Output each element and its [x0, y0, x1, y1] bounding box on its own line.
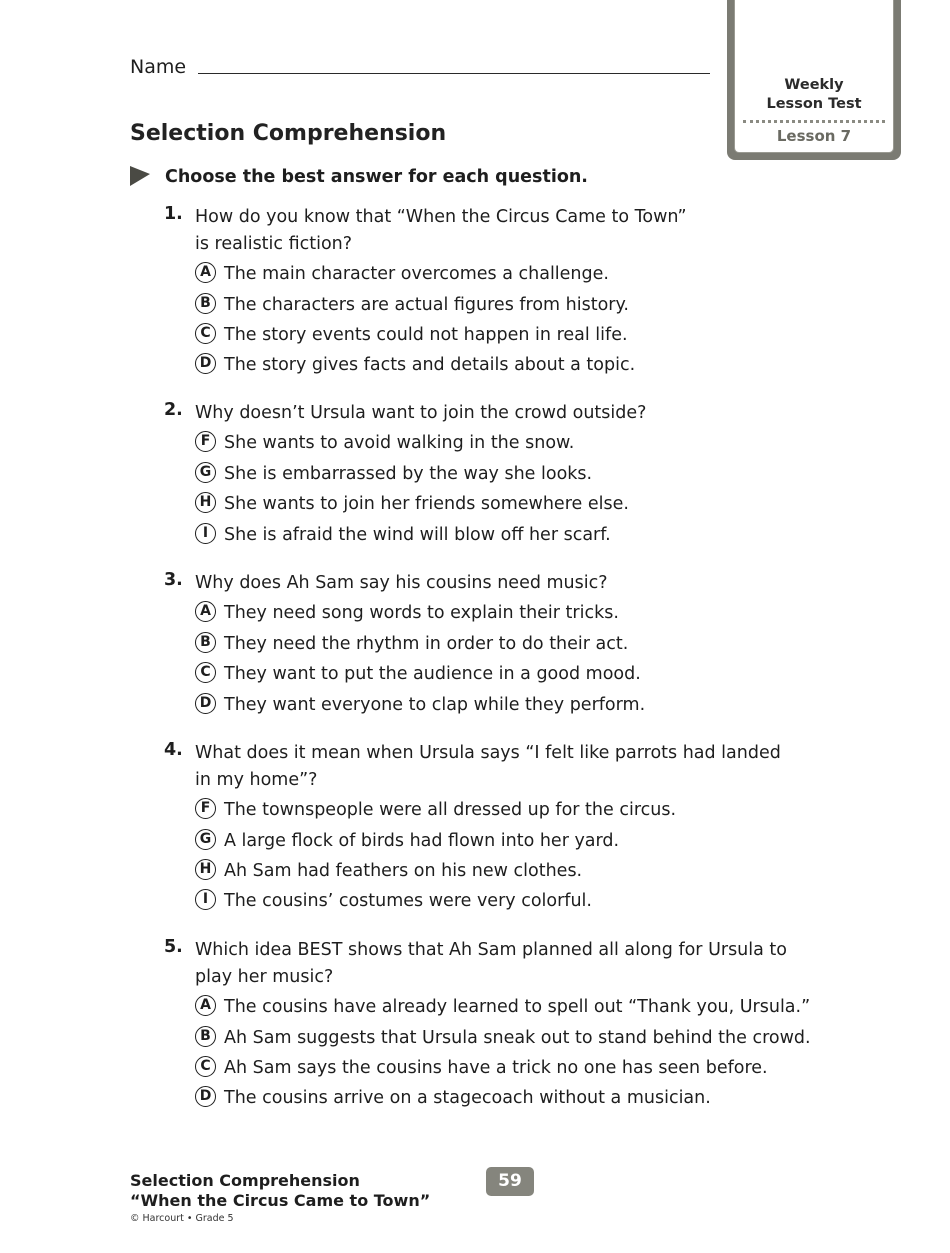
answer-bubble[interactable]: F [195, 431, 216, 452]
option-text: She is afraid the wind will blow off her scarf. [224, 525, 611, 545]
section-title: Selection Comprehension [130, 121, 447, 146]
question-3 [164, 570, 804, 720]
tab-panel [734, 0, 894, 153]
answer-bubble[interactable]: B [195, 632, 216, 653]
answer-bubble[interactable]: F [195, 798, 216, 819]
option-text: They need the rhythm in order to do their act. [224, 634, 629, 654]
question-number: 1. [164, 204, 183, 224]
option-text: They want everyone to clap while they perform. [224, 695, 646, 715]
footer-title-line2: “When the Circus Came to Town” [130, 1191, 431, 1210]
answer-bubble[interactable]: G [195, 829, 216, 850]
answer-bubble[interactable]: I [195, 889, 216, 910]
answer-bubble[interactable]: A [195, 262, 216, 283]
option-text: She wants to join her friends somewhere else. [224, 494, 629, 514]
answer-bubble[interactable]: B [195, 1026, 216, 1047]
option-text: The cousins arrive on a stagecoach without a musician. [224, 1088, 711, 1108]
answer-bubble[interactable]: A [195, 995, 216, 1016]
option-text: Ah Sam suggests that Ursula sneak out to stand behind the crowd. [224, 1028, 811, 1048]
option-text: The characters are actual figures from history. [224, 295, 629, 315]
option-text: The townspeople were all dressed up for the circus. [224, 800, 677, 820]
option-text: She wants to avoid walking in the snow. [224, 433, 575, 453]
question-number: 5. [164, 937, 183, 957]
answer-bubble[interactable]: B [195, 293, 216, 314]
option-text: She is embarrassed by the way she looks. [224, 464, 593, 484]
question-number: 3. [164, 570, 183, 590]
question-2 [164, 400, 804, 550]
question-1 [164, 204, 804, 384]
page-number-badge: 59 [486, 1167, 534, 1196]
name-write-line[interactable] [198, 73, 710, 74]
option-text: The main character overcomes a challenge. [224, 264, 609, 284]
answer-bubble[interactable]: H [195, 859, 216, 880]
question-5 [164, 937, 811, 1117]
option-text: The cousins’ costumes were very colorful. [224, 891, 592, 911]
answer-bubble[interactable]: D [195, 353, 216, 374]
footer-title [130, 1171, 430, 1211]
answer-bubble[interactable]: C [195, 662, 216, 683]
question-text: What does it mean when Ursula says “I felt like parrots had landed in my home”? [195, 743, 781, 790]
option-text: The cousins have already learned to spell out “Thank you, Ursula.” [224, 997, 811, 1017]
tab-title-line1: Weekly [784, 77, 844, 93]
option-text: Ah Sam says the cousins have a trick no one has seen before. [224, 1058, 768, 1078]
instructions-text: Choose the best answer for each question. [165, 167, 588, 187]
question-number: 4. [164, 740, 183, 760]
answer-bubble[interactable]: D [195, 1086, 216, 1107]
question-text: Why doesn’t Ursula want to join the crowd outside? [195, 403, 647, 423]
answer-bubble[interactable]: G [195, 462, 216, 483]
option-text: The story events could not happen in real life. [224, 325, 628, 345]
name-label: Name [130, 56, 187, 78]
answer-bubble[interactable]: D [195, 693, 216, 714]
option-text: The story gives facts and details about a topic. [224, 355, 636, 375]
question-4 [164, 740, 804, 920]
answer-bubble[interactable]: C [195, 1056, 216, 1077]
tab-title-line2: Lesson Test [766, 96, 862, 112]
question-text: Which idea BEST shows that Ah Sam planned all along for Ursula to play her music? [195, 940, 787, 987]
option-text: Ah Sam had feathers on his new clothes. [224, 861, 583, 881]
tab-title [735, 76, 893, 114]
option-text: A large flock of birds had flown into her yard. [224, 831, 620, 851]
footer-title-line1: Selection Comprehension [130, 1171, 360, 1190]
tab-lesson-label: Lesson 7 [776, 127, 852, 145]
answer-bubble[interactable]: A [195, 601, 216, 622]
question-text: Why does Ah Sam say his cousins need music? [195, 573, 608, 593]
name-field [130, 54, 710, 80]
question-number: 2. [164, 400, 183, 420]
question-text: How do you know that “When the Circus Came to Town” is realistic fiction? [195, 207, 687, 254]
answer-bubble[interactable]: C [195, 323, 216, 344]
answer-bubble[interactable]: H [195, 492, 216, 513]
option-text: They need song words to explain their tricks. [224, 603, 619, 623]
tab-dotted-divider [743, 120, 885, 123]
footer-copyright: © Harcourt • Grade 5 [130, 1213, 234, 1224]
option-text: They want to put the audience in a good mood. [224, 664, 641, 684]
weekly-lesson-tab [727, 0, 901, 160]
triangle-arrow-icon [129, 165, 151, 187]
answer-bubble[interactable]: I [195, 523, 216, 544]
